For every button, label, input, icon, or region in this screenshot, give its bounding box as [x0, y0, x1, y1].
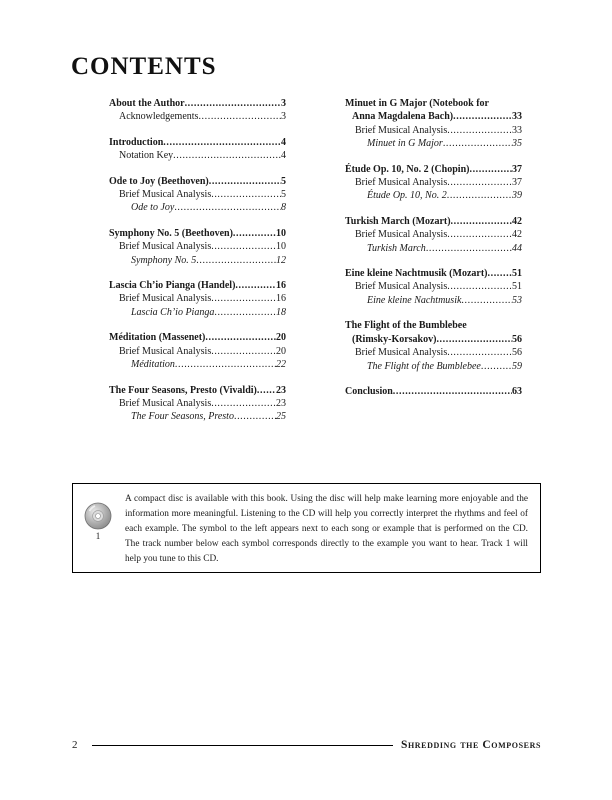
- toc-page-number: 63: [512, 385, 522, 397]
- dot-leader: [481, 360, 512, 373]
- toc-entry: [109, 97, 286, 110]
- toc-entry-label: Notation Key: [119, 150, 174, 162]
- dot-leader: [235, 279, 276, 292]
- toc-entry-label: Minuet in G Major: [367, 138, 443, 150]
- toc-entry-label: Conclusion: [345, 385, 393, 397]
- toc-page-number: 51: [512, 268, 522, 280]
- toc-page-number: 51: [512, 281, 522, 293]
- cd-disc-icon: [84, 502, 112, 530]
- dot-leader: [205, 331, 276, 344]
- toc-entry-label: Acknowledgements: [119, 111, 199, 123]
- toc-entry-label: The Four Seasons, Presto (Vivaldi): [109, 384, 257, 396]
- toc-page-number: 22: [276, 359, 286, 371]
- toc-entry-label: Brief Musical Analysis: [119, 397, 212, 409]
- dot-leader: [447, 124, 512, 137]
- toc-page-number: 5: [281, 175, 286, 187]
- dot-leader: [174, 201, 281, 214]
- dot-leader: [196, 254, 276, 267]
- toc-entry: [345, 215, 522, 228]
- toc-entry: [345, 294, 522, 307]
- toc-page-number: 10: [276, 241, 286, 253]
- toc-group: [345, 385, 522, 398]
- dot-leader: [436, 333, 512, 346]
- toc-page-number: 56: [512, 347, 522, 359]
- toc-group: [109, 97, 286, 124]
- dot-leader: [211, 397, 276, 410]
- toc-entry-label: Brief Musical Analysis: [119, 293, 212, 305]
- toc-group: [345, 97, 522, 151]
- toc-entry: [109, 149, 286, 162]
- toc-entry: [109, 110, 286, 123]
- toc-entry-label: The Flight of the Bumblebee: [367, 360, 481, 372]
- toc-entry-label: Minuet in G Major (Notebook for: [345, 98, 489, 109]
- dot-leader: [447, 189, 512, 202]
- toc-group: [345, 163, 522, 203]
- toc-entry-label: Turkish March: [367, 242, 426, 254]
- toc-page-number: 23: [276, 397, 286, 409]
- toc-entry: [345, 385, 522, 398]
- toc-entry: [345, 137, 522, 150]
- dot-leader: [211, 188, 281, 201]
- toc-entry-label: Lascia Ch’io Pianga: [131, 306, 215, 318]
- toc-entry: [109, 227, 286, 240]
- toc-entry: [345, 228, 522, 241]
- dot-leader: [175, 358, 276, 371]
- footer-book-title: Shredding the Composers: [400, 739, 541, 751]
- toc-page-number: 5: [281, 189, 286, 201]
- toc-page-number: 42: [512, 215, 522, 227]
- toc-page-number: 44: [512, 242, 522, 254]
- toc-entry: [109, 384, 286, 397]
- toc-entry-label: About the Author: [109, 98, 185, 109]
- toc-group: [109, 384, 286, 424]
- footer-rule: [92, 745, 393, 746]
- dot-leader: [488, 267, 513, 280]
- toc-group: [109, 175, 286, 215]
- toc-page-number: 16: [276, 293, 286, 305]
- toc-entry-label: Étude Op. 10, No. 2: [367, 190, 447, 202]
- toc-entry-label: Brief Musical Analysis: [119, 345, 212, 357]
- dot-leader: [163, 136, 281, 149]
- dot-leader: [453, 110, 512, 123]
- toc-page-number: 33: [512, 111, 522, 123]
- dot-leader: [447, 280, 512, 293]
- toc-entry: [345, 346, 522, 359]
- toc-page-number: 59: [512, 360, 522, 372]
- toc-entry-label: Ode to Joy: [131, 202, 175, 214]
- toc-group: [109, 331, 286, 371]
- toc-page-number: 18: [276, 306, 286, 318]
- toc-entry: [109, 136, 286, 149]
- toc-page-number: 42: [512, 229, 522, 241]
- dot-leader: [211, 345, 276, 358]
- toc-entry-label: Turkish March (Mozart): [345, 215, 451, 227]
- toc-page-number: 25: [276, 411, 286, 423]
- toc-entry: [109, 306, 286, 319]
- page-footer: [72, 739, 541, 751]
- toc-entry: [345, 110, 522, 123]
- toc-group: [109, 136, 286, 163]
- toc-entry: [345, 242, 522, 255]
- toc-group: [345, 319, 522, 373]
- toc-right-column: [345, 97, 522, 410]
- toc-entry-label: Symphony No. 5: [131, 254, 197, 266]
- toc-entry: [345, 176, 522, 189]
- toc-entry: [109, 292, 286, 305]
- toc-page-number: 4: [281, 150, 286, 162]
- toc-group: [109, 279, 286, 319]
- cd-figure: [73, 484, 123, 572]
- toc-group: [345, 267, 522, 307]
- toc-page-number: 3: [281, 111, 286, 123]
- toc-entry-label: Brief Musical Analysis: [355, 229, 448, 241]
- toc-entry-label: The Flight of the Bumblebee: [345, 320, 467, 332]
- toc-group: [109, 227, 286, 267]
- toc-entry-label: Brief Musical Analysis: [119, 189, 212, 201]
- dot-leader: [198, 110, 281, 123]
- toc-page-number: 20: [276, 345, 286, 357]
- toc-entry: [109, 331, 286, 344]
- cd-note-text: A compact disc is available with this book. Using the disc will help make learning more enjoyable and the information more meaningful. Listening to the CD will help you correctly interpret the rhythms and feel of each example. The symbol to the left appears next to each song or example that is performed on the CD. The track number below each symbol corresponds directly to the example you want to hear. Track 1 will help you tune to this CD.: [125, 494, 528, 564]
- toc-entry-label: Brief Musical Analysis: [355, 347, 448, 359]
- dot-leader: [209, 175, 281, 188]
- cd-track-number: 1: [95, 531, 101, 541]
- toc-entry: [109, 201, 286, 214]
- dot-leader: [233, 227, 276, 240]
- dot-leader: [461, 294, 512, 307]
- toc-entry-label: Méditation (Massenet): [109, 332, 206, 344]
- dot-leader: [451, 215, 512, 228]
- toc-page-number: 16: [276, 280, 286, 292]
- toc-page-number: 12: [276, 254, 286, 266]
- toc-entry-label: Brief Musical Analysis: [119, 241, 212, 253]
- toc-entry: [109, 358, 286, 371]
- toc-entry: [109, 397, 286, 410]
- dot-leader: [214, 306, 276, 319]
- toc-entry-label: Étude Op. 10, No. 2 (Chopin): [345, 163, 470, 175]
- toc-page-number: 35: [512, 138, 522, 150]
- cd-note-box: [72, 483, 541, 573]
- toc-entry-label: Eine kleine Nachtmusik (Mozart): [345, 268, 488, 280]
- toc-entry: [109, 175, 286, 188]
- toc-entry: [345, 163, 522, 176]
- toc-entry-label: Brief Musical Analysis: [355, 124, 448, 136]
- dot-leader: [393, 385, 512, 398]
- page-title: CONTENTS: [71, 53, 217, 80]
- dot-leader: [211, 240, 276, 253]
- dot-leader: [426, 242, 512, 255]
- toc-entry-label: Anna Magdalena Bach): [352, 111, 454, 123]
- dot-leader: [447, 346, 512, 359]
- dot-leader: [185, 97, 281, 110]
- toc-entry-label: Lascia Ch’io Pianga (Handel): [109, 280, 236, 292]
- toc-entry: [345, 360, 522, 373]
- dot-leader: [234, 410, 276, 423]
- dot-leader: [447, 228, 512, 241]
- toc-page-number: 37: [512, 163, 522, 175]
- toc-entry-label: Brief Musical Analysis: [355, 281, 448, 293]
- toc-page-number: 8: [281, 202, 286, 214]
- toc-entry-label: Symphony No. 5 (Beethoven): [109, 227, 233, 239]
- toc-entry: [109, 254, 286, 267]
- toc-page-number: 56: [512, 333, 522, 345]
- toc-page-number: 4: [281, 136, 286, 148]
- toc-page-number: 33: [512, 124, 522, 136]
- toc-entry-label: Méditation: [131, 359, 175, 371]
- toc-entry: [345, 319, 522, 332]
- dot-leader: [173, 149, 281, 162]
- toc-entry: [345, 189, 522, 202]
- toc-entry-label: Eine kleine Nachtmusik: [367, 294, 462, 306]
- toc-entry: [345, 267, 522, 280]
- toc-entry-label: The Four Seasons, Presto: [131, 411, 234, 423]
- dot-leader: [447, 176, 512, 189]
- dot-leader: [211, 292, 276, 305]
- toc-page-number: 53: [512, 294, 522, 306]
- toc-entry: [345, 124, 522, 137]
- toc-entry: [109, 188, 286, 201]
- toc-entry-label: Introduction: [109, 136, 164, 148]
- toc-entry: [109, 279, 286, 292]
- toc-page-number: 20: [276, 332, 286, 344]
- toc-entry: [345, 280, 522, 293]
- toc-page-number: 39: [512, 190, 522, 202]
- toc-entry-label: Ode to Joy (Beethoven): [109, 175, 209, 187]
- toc-left-column: [109, 97, 286, 436]
- toc-entry: [345, 97, 522, 110]
- dot-leader: [443, 137, 512, 150]
- toc-group: [345, 215, 522, 255]
- toc-page-number: 37: [512, 177, 522, 189]
- dot-leader: [469, 163, 512, 176]
- toc-entry: [109, 410, 286, 423]
- toc-entry: [345, 333, 522, 346]
- toc-page-number: 3: [281, 98, 286, 109]
- toc-entry: [109, 240, 286, 253]
- toc-page-number: 23: [276, 384, 286, 396]
- toc-page-number: 10: [276, 227, 286, 239]
- toc-entry: [109, 345, 286, 358]
- toc-entry-label: (Rimsky-Korsakov): [352, 333, 437, 345]
- footer-page-number: 2: [72, 739, 78, 751]
- toc-entry-label: Brief Musical Analysis: [355, 177, 448, 189]
- dot-leader: [257, 384, 276, 397]
